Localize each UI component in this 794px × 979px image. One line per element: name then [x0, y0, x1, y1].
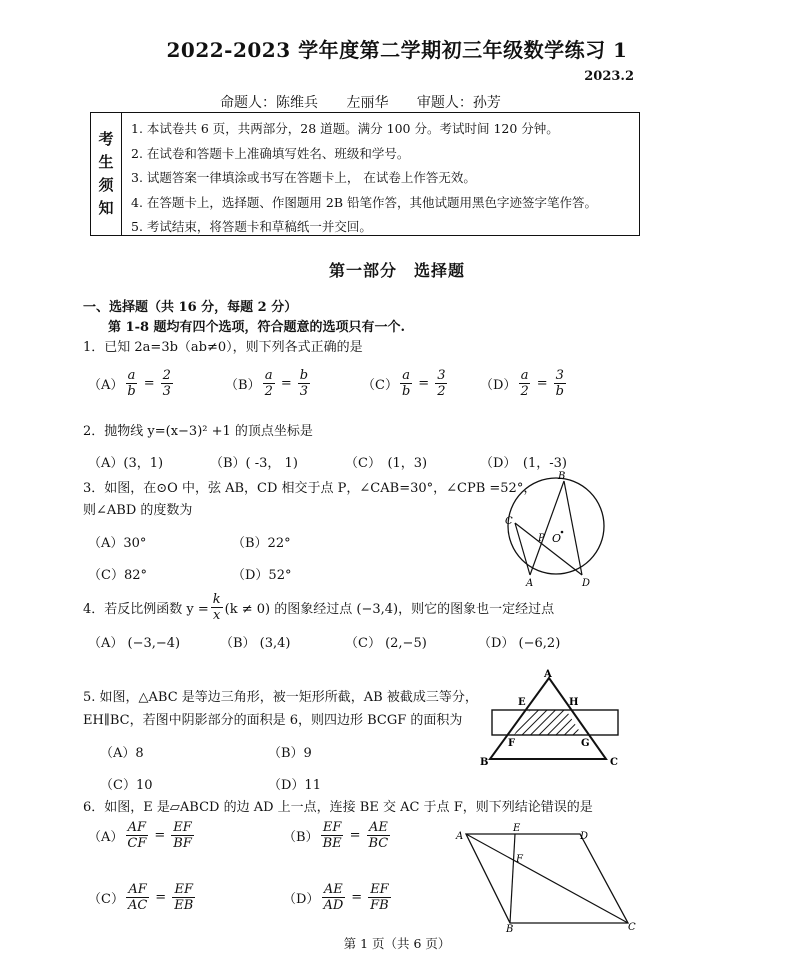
question-2-stem: 2．抛物线 y=(x−3)² +1 的顶点坐标是 — [83, 424, 313, 439]
notice-item: 5. 考试结束，将答题卡和草稿纸一并交回。 — [131, 219, 372, 234]
fraction: $\frac{AF}{AC}$ — [127, 882, 148, 913]
segment-bd — [564, 481, 582, 575]
fraction: $\frac{3}{2}$ — [437, 368, 446, 399]
page-footer: 第 1 页（共 6 页） — [343, 936, 451, 951]
label-a: A — [456, 831, 464, 842]
q5-option-d[interactable]: （D）11 — [268, 778, 321, 793]
label-p: P — [538, 533, 545, 544]
q2-option-c[interactable]: （C） (1，3) — [345, 456, 428, 471]
q4-option-a[interactable]: （A） (−3,−4) — [88, 636, 181, 651]
q1-option-b[interactable]: （B） $\frac{a}{2}$ = $\frac{b}{3}$ — [225, 368, 309, 399]
page-title: 2022-2023 学年度第二学期初三年级数学练习 1 — [166, 38, 628, 62]
notice-item: 1. 本试卷共 6 页，共两部分，28 道题。满分 100 分。考试时间 120 分钟。 — [131, 121, 559, 136]
label-c: C — [610, 757, 618, 768]
chord-cd — [515, 523, 582, 575]
q2-option-d[interactable]: （D） (1，-3) — [480, 456, 568, 471]
label-g: G — [581, 738, 590, 749]
notice-item: 3. 试题答案一律填涂或书写在答题卡上， 在试卷上作答无效。 — [131, 170, 476, 185]
q2-option-a[interactable]: （A）(3，1) — [88, 456, 164, 471]
fraction: $\frac{EF}{BF}$ — [173, 820, 192, 851]
setter-1: 命题人：陈维兵 — [220, 95, 318, 111]
label-b: B — [506, 924, 514, 932]
q6-option-a[interactable]: （A） $\frac{AF}{CF}$ = $\frac{EF}{BF}$ — [88, 820, 192, 851]
label-e: E — [513, 823, 521, 834]
question-1-stem: 1．已知 2a=3b（ab≠0），则下列各式正确的是 — [83, 340, 363, 355]
circle-o — [508, 478, 604, 574]
q6-option-c[interactable]: （C） $\frac{AF}{AC}$ = $\frac{EF}{EB}$ — [88, 882, 194, 913]
fraction: $\frac{AE}{BC}$ — [368, 820, 389, 851]
q1-option-c[interactable]: （C） $\frac{a}{b}$ = $\frac{3}{2}$ — [362, 368, 446, 399]
label-o: O — [552, 532, 562, 545]
q1-option-d[interactable]: （D） $\frac{a}{2}$ = $\frac{3}{b}$ — [480, 368, 564, 399]
fraction: $\frac{b}{3}$ — [299, 368, 309, 399]
q1-option-a[interactable]: （A） $\frac{a}{b}$ = $\frac{2}{3}$ — [88, 368, 171, 399]
q5-option-a[interactable]: （A）8 — [100, 746, 144, 761]
label-f: F — [516, 854, 523, 865]
label-c: C — [628, 922, 636, 932]
q5-option-c[interactable]: （C）10 — [100, 778, 153, 793]
reviewer: 审题人：孙芳 — [416, 95, 501, 111]
label-c: C — [505, 516, 513, 527]
q6-option-d[interactable]: （D） $\frac{AE}{AD}$ = $\frac{EF}{FB}$ — [283, 882, 389, 913]
section-title: 一、选择题（共 16 分，每题 2 分） — [83, 300, 298, 315]
segment-be — [510, 834, 515, 923]
q4-option-c[interactable]: （C） (2,−5) — [345, 636, 427, 651]
label-d: D — [580, 831, 589, 842]
fraction: $\frac{a}{b}$ — [127, 368, 136, 399]
fraction: $\frac{a}{b}$ — [401, 368, 411, 399]
fraction: $\frac{EF}{FB}$ — [370, 882, 389, 913]
notice-label: 考 生 须 知 — [91, 113, 122, 235]
label-b: B — [558, 471, 566, 482]
label-f: F — [508, 738, 516, 749]
exam-date: 2023.2 — [584, 69, 634, 84]
q3-option-d[interactable]: （D）52° — [232, 568, 292, 583]
q4-option-d[interactable]: （D） (−6,2) — [478, 636, 561, 651]
notice-item: 2. 在试卷和答题卡上准确填写姓名、班级和学号。 — [131, 145, 410, 161]
setter-2: 左丽华 — [346, 95, 389, 111]
fraction: $\frac{3}{b}$ — [555, 368, 564, 399]
q6-option-b[interactable]: （B） $\frac{EF}{BE}$ = $\frac{AE}{BC}$ — [283, 820, 389, 851]
question-5-stem-2: EH∥BC，若图中阴影部分的面积是 6，则四边形 BCGF 的面积为 — [83, 713, 463, 728]
fraction: $\frac{EF}{BE}$ — [322, 820, 342, 851]
notice-item: 4. 在答题卡上，选择题、作图题用 2B 铅笔作答，其他试题用黑色字迹签字笔作答。 — [131, 194, 597, 210]
fraction: $\frac{AF}{CF}$ — [127, 820, 147, 851]
label-e: E — [518, 697, 526, 708]
question-5-stem: 5. 如图，△ABC 是等边三角形，被一矩形所截，AB 被截成三等分， — [83, 690, 478, 705]
fraction: $\frac{AE}{AD}$ — [323, 882, 344, 913]
question-3-stem: 3．如图，在⊙O 中，弦 AB，CD 相交于点 P，∠CAB=30°，∠CPB =52°， — [83, 481, 537, 496]
shaded-region — [514, 710, 582, 735]
segment-ca — [515, 523, 530, 575]
label-d: D — [582, 578, 591, 589]
question-3-stem-2: 则∠ABD 的度数为 — [83, 503, 193, 518]
candidate-notice-box — [90, 112, 640, 236]
fraction: $\frac{2}{3}$ — [162, 368, 171, 399]
label-a: A — [544, 669, 552, 680]
q5-option-b[interactable]: （B）9 — [268, 746, 312, 761]
fraction: $\frac{a}{2}$ — [264, 368, 273, 399]
chord-ab — [530, 481, 564, 575]
question-4-stem: 4．若反比例函数 y = $\frac{k}{x}$ (k ≠ 0) 的图象经过点 (−3,4)，则它的图象也一定经过点 — [83, 592, 555, 623]
notice-list — [122, 113, 597, 235]
label-h: H — [569, 697, 579, 708]
question-6-stem: 6．如图，E 是▱ABCD 的边 AD 上一点，连接 BE 交 AC 于点 F，则下列结论错误的是 — [83, 800, 593, 815]
parallelogram-figure — [452, 820, 642, 932]
label-a: A — [526, 578, 534, 589]
q3-option-c[interactable]: （C）82° — [88, 568, 147, 583]
fraction: $\frac{a}{2}$ — [520, 368, 529, 399]
fraction: $\frac{EF}{EB}$ — [174, 882, 194, 913]
q3-option-b[interactable]: （B）22° — [232, 536, 291, 551]
label-b: B — [480, 757, 489, 768]
circle-figure — [500, 468, 610, 590]
fraction: $\frac{k}{x}$ — [212, 592, 221, 623]
q4-option-b[interactable]: （B） (3,4) — [220, 636, 291, 651]
section-note: 第 1-8 题均有四个选项，符合题意的选项只有一个. — [108, 320, 406, 335]
setters-line — [220, 92, 523, 112]
center-dot — [561, 531, 564, 534]
part-title: 第一部分 选择题 — [328, 261, 465, 280]
q2-option-b[interactable]: （B）( -3， 1) — [210, 456, 298, 471]
q3-option-a[interactable]: （A）30° — [88, 536, 147, 551]
triangle-rectangle-figure — [478, 668, 623, 770]
